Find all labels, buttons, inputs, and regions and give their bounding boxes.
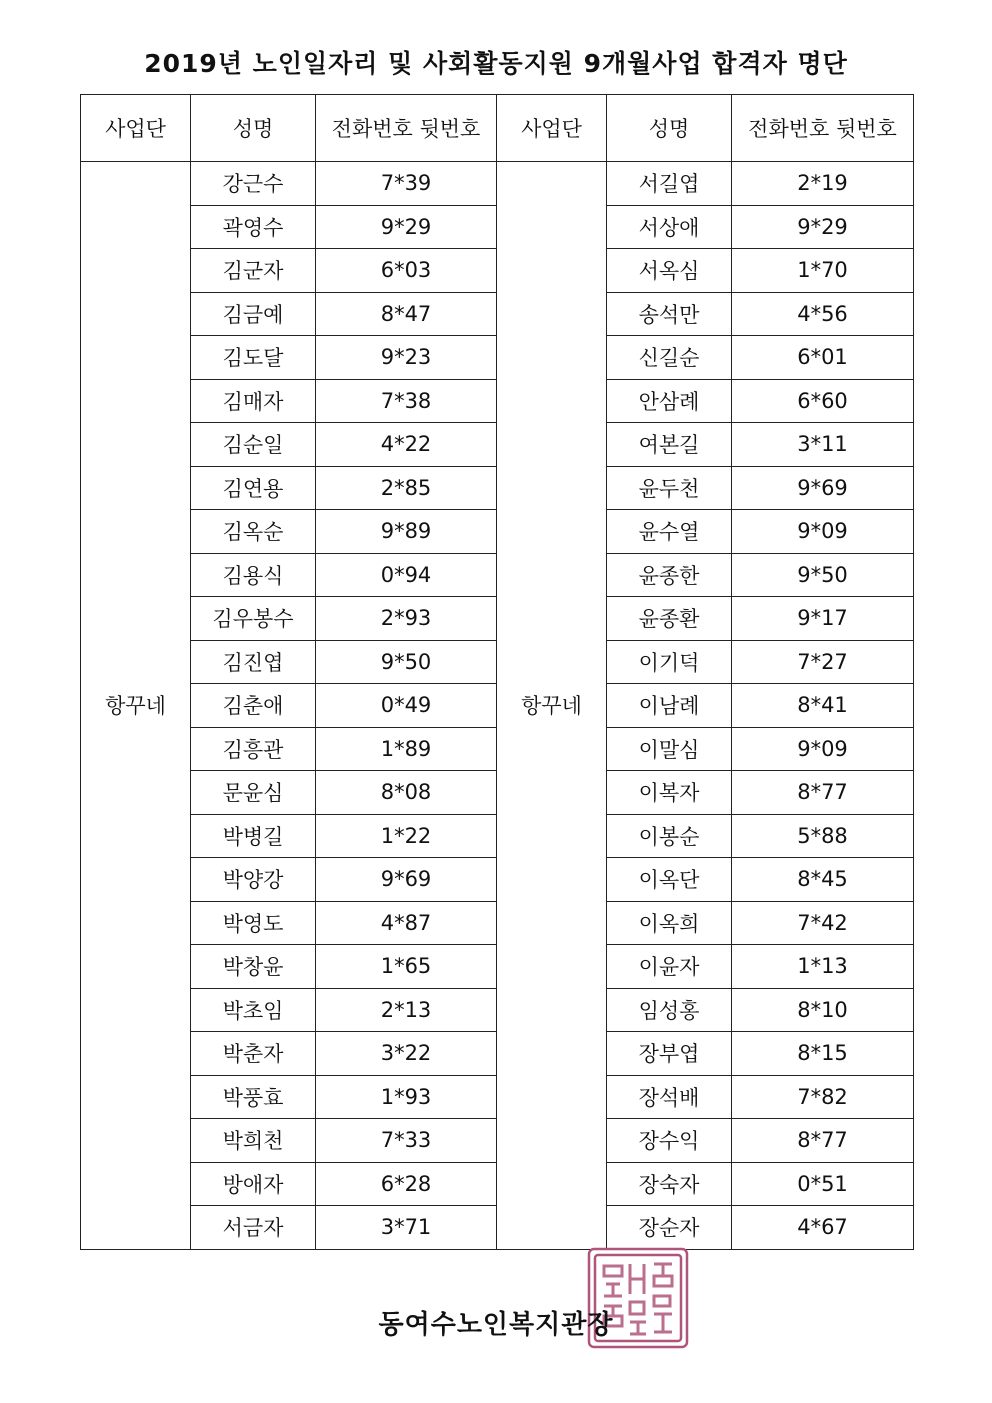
- member-phone: 7*42: [732, 901, 914, 945]
- roster-body: [81, 162, 914, 1250]
- member-phone: 4*22: [316, 423, 497, 467]
- member-phone: 2*93: [316, 597, 497, 641]
- member-phone: 9*29: [732, 205, 914, 249]
- member-name: 안삼례: [607, 379, 732, 423]
- member-phone: 8*08: [316, 771, 497, 815]
- member-name: 김옥순: [191, 510, 316, 554]
- header-phone-right: 전화번호 뒷번호: [732, 95, 914, 162]
- member-name: 서금자: [191, 1206, 316, 1250]
- member-phone: 0*94: [316, 553, 497, 597]
- member-name: 이남례: [607, 684, 732, 728]
- member-name: 곽영수: [191, 205, 316, 249]
- member-phone: 9*23: [316, 336, 497, 380]
- member-name: 장숙자: [607, 1162, 732, 1206]
- member-phone: 6*60: [732, 379, 914, 423]
- member-phone: 3*11: [732, 423, 914, 467]
- group-cell-right: 항꾸네: [497, 162, 607, 1250]
- member-phone: 0*51: [732, 1162, 914, 1206]
- member-name: 김금예: [191, 292, 316, 336]
- member-name: 김연용: [191, 466, 316, 510]
- member-name: 윤수열: [607, 510, 732, 554]
- member-name: 장순자: [607, 1206, 732, 1250]
- member-name: 김우봉수: [191, 597, 316, 641]
- member-phone: 9*09: [732, 510, 914, 554]
- member-name: 김용식: [191, 553, 316, 597]
- member-name: 박병길: [191, 814, 316, 858]
- member-phone: 8*77: [732, 1119, 914, 1163]
- member-name: 김군자: [191, 249, 316, 293]
- header-group-left: 사업단: [81, 95, 191, 162]
- member-phone: 1*13: [732, 945, 914, 989]
- member-name: 박영도: [191, 901, 316, 945]
- member-name: 이기덕: [607, 640, 732, 684]
- header-name-left: 성명: [191, 95, 316, 162]
- member-name: 박초임: [191, 988, 316, 1032]
- member-name: 방애자: [191, 1162, 316, 1206]
- member-phone: 2*85: [316, 466, 497, 510]
- member-name: 여본길: [607, 423, 732, 467]
- member-phone: 8*47: [316, 292, 497, 336]
- member-phone: 6*01: [732, 336, 914, 380]
- member-name: 윤종환: [607, 597, 732, 641]
- member-name: 윤종한: [607, 553, 732, 597]
- member-phone: 8*41: [732, 684, 914, 728]
- member-phone: 6*28: [316, 1162, 497, 1206]
- member-name: 이봉순: [607, 814, 732, 858]
- member-phone: 8*15: [732, 1032, 914, 1076]
- member-phone: 9*69: [732, 466, 914, 510]
- member-phone: 7*27: [732, 640, 914, 684]
- member-phone: 9*50: [316, 640, 497, 684]
- member-name: 임성홍: [607, 988, 732, 1032]
- member-phone: 7*39: [316, 162, 497, 206]
- member-name: 이옥단: [607, 858, 732, 902]
- member-phone: 9*09: [732, 727, 914, 771]
- member-phone: 1*65: [316, 945, 497, 989]
- member-name: 김춘애: [191, 684, 316, 728]
- member-name: 김순일: [191, 423, 316, 467]
- member-name: 문윤심: [191, 771, 316, 815]
- member-phone: 4*56: [732, 292, 914, 336]
- member-phone: 3*71: [316, 1206, 497, 1250]
- member-name: 박희천: [191, 1119, 316, 1163]
- member-phone: 9*89: [316, 510, 497, 554]
- group-cell-left: 항꾸네: [81, 162, 191, 1250]
- member-name: 장수익: [607, 1119, 732, 1163]
- member-phone: 8*45: [732, 858, 914, 902]
- member-phone: 2*13: [316, 988, 497, 1032]
- member-name: 김진엽: [191, 640, 316, 684]
- member-phone: 9*29: [316, 205, 497, 249]
- member-name: 강근수: [191, 162, 316, 206]
- header-group-right: 사업단: [497, 95, 607, 162]
- page-title: 2019년 노인일자리 및 사회활동지원 9개월사업 합격자 명단: [144, 49, 848, 78]
- member-phone: 8*10: [732, 988, 914, 1032]
- member-phone: 9*17: [732, 597, 914, 641]
- member-name: 이윤자: [607, 945, 732, 989]
- member-name: 서옥심: [607, 249, 732, 293]
- member-name: 서길엽: [607, 162, 732, 206]
- member-name: 이복자: [607, 771, 732, 815]
- member-name: 박창윤: [191, 945, 316, 989]
- issuer-signature: 동여수노인복지관장: [378, 1310, 614, 1340]
- member-name: 박풍효: [191, 1075, 316, 1119]
- member-name: 서상애: [607, 205, 732, 249]
- member-phone: 0*49: [316, 684, 497, 728]
- member-phone: 7*38: [316, 379, 497, 423]
- member-phone: 7*33: [316, 1119, 497, 1163]
- header-phone-left: 전화번호 뒷번호: [316, 95, 497, 162]
- member-phone: 6*03: [316, 249, 497, 293]
- member-name: 김도달: [191, 336, 316, 380]
- member-phone: 1*93: [316, 1075, 497, 1119]
- member-phone: 5*88: [732, 814, 914, 858]
- member-phone: 8*77: [732, 771, 914, 815]
- member-phone: 3*22: [316, 1032, 497, 1076]
- member-phone: 7*82: [732, 1075, 914, 1119]
- member-phone: 1*22: [316, 814, 497, 858]
- roster-table: [80, 94, 914, 1250]
- member-name: 신길순: [607, 336, 732, 380]
- member-phone: 2*19: [732, 162, 914, 206]
- header-name-right: 성명: [607, 95, 732, 162]
- member-name: 장부엽: [607, 1032, 732, 1076]
- member-name: 김매자: [191, 379, 316, 423]
- member-name: 김흥관: [191, 727, 316, 771]
- member-phone: 4*87: [316, 901, 497, 945]
- table-row: [81, 162, 914, 206]
- member-name: 박춘자: [191, 1032, 316, 1076]
- member-phone: 9*69: [316, 858, 497, 902]
- member-phone: 1*89: [316, 727, 497, 771]
- member-name: 윤두천: [607, 466, 732, 510]
- member-name: 장석배: [607, 1075, 732, 1119]
- header-row: [81, 95, 914, 162]
- member-name: 이옥희: [607, 901, 732, 945]
- member-phone: 9*50: [732, 553, 914, 597]
- member-name: 이말심: [607, 727, 732, 771]
- member-name: 송석만: [607, 292, 732, 336]
- member-name: 박양강: [191, 858, 316, 902]
- member-phone: 4*67: [732, 1206, 914, 1250]
- member-phone: 1*70: [732, 249, 914, 293]
